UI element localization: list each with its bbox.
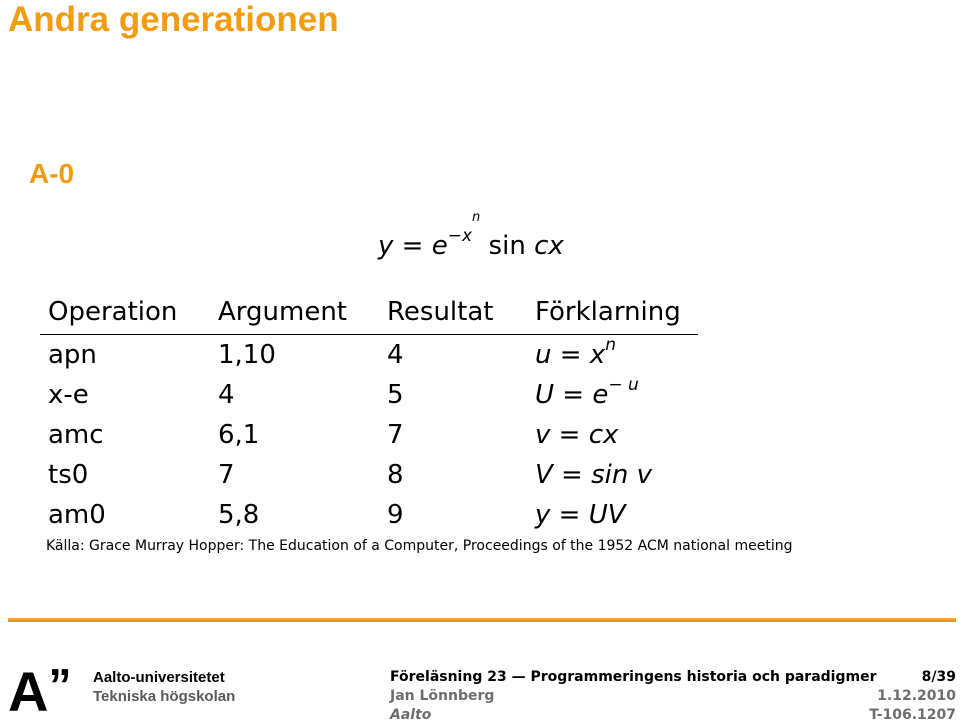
cell-operation: am0	[48, 500, 106, 530]
cell-operation: x-e	[48, 380, 89, 410]
expl-text: V = sin v	[535, 460, 652, 490]
university-name: Aalto-universitetet	[93, 669, 225, 686]
expl-text: u = x	[535, 340, 606, 370]
formula-equals: =	[393, 231, 432, 261]
source-citation: Källa: Grace Murray Hopper: The Education of a Computer, Proceedings of the 1952 ACM national meeting	[46, 538, 793, 554]
lecture-date: 1.12.2010	[877, 688, 956, 704]
main-formula	[378, 210, 564, 261]
header-resultat: Resultat	[379, 292, 527, 335]
footer-meta	[869, 668, 956, 725]
formula-func: sin	[480, 231, 535, 261]
cell-explanation	[527, 335, 698, 376]
cell-explanation	[527, 375, 698, 415]
cell-argument: 5,8	[218, 500, 260, 530]
cell-result: 4	[387, 340, 404, 370]
table-row	[40, 415, 698, 455]
cell-argument: 4	[218, 380, 235, 410]
table-row	[40, 375, 698, 415]
cell-explanation	[527, 495, 698, 535]
course-code: T-106.1207	[869, 707, 956, 723]
expl-text: y = UV	[535, 500, 626, 530]
lecture-title: Föreläsning 23 — Programmeringens historia och paradigmer	[390, 669, 877, 685]
formula-exp-minus: −	[447, 226, 462, 246]
expl-sup: n	[605, 335, 616, 355]
cell-explanation	[527, 455, 698, 495]
cell-operation: apn	[48, 340, 97, 370]
formula-exponent	[447, 210, 481, 246]
page-number: 8/39	[921, 669, 956, 685]
header-forklarning: Förklarning	[527, 292, 698, 335]
cell-argument: 1,10	[218, 340, 276, 370]
cell-argument: 7	[218, 460, 235, 490]
table-row	[40, 455, 698, 495]
cell-result: 5	[387, 380, 404, 410]
footer-divider	[8, 618, 956, 622]
slide-title: Andra generationen	[8, 0, 339, 39]
cell-argument: 6,1	[218, 420, 260, 450]
expl-text: v = cx	[535, 420, 619, 450]
cell-operation: ts0	[48, 460, 89, 490]
cell-result: 7	[387, 420, 404, 450]
formula-exp-sup: n	[472, 210, 481, 225]
cell-operation: amc	[48, 420, 104, 450]
footer-lecture-info	[390, 668, 876, 725]
expl-sup: − u	[608, 375, 639, 395]
aalto-logo	[8, 659, 72, 723]
table-row	[40, 495, 698, 535]
author-name: Jan Lönnberg	[390, 688, 495, 704]
institute-name: Aalto	[390, 707, 432, 723]
university-block	[93, 668, 235, 706]
formula-arg: cx	[534, 231, 564, 261]
table-header-row	[40, 292, 698, 335]
expl-text: U = e	[535, 380, 609, 410]
table-row	[40, 335, 698, 376]
formula-base: e	[431, 231, 448, 261]
header-argument: Argument	[210, 292, 379, 335]
header-operation: Operation	[40, 292, 210, 335]
logo-quote-mark: ”	[48, 659, 72, 711]
formula-exp-var: x	[461, 226, 473, 246]
cell-result: 8	[387, 460, 404, 490]
section-heading: A-0	[29, 158, 75, 189]
operations-table	[40, 292, 698, 535]
cell-explanation	[527, 415, 698, 455]
cell-result: 9	[387, 500, 404, 530]
school-name: Tekniska högskolan	[93, 688, 236, 705]
formula-lhs: y	[378, 231, 394, 261]
logo-letter: A	[8, 660, 49, 723]
